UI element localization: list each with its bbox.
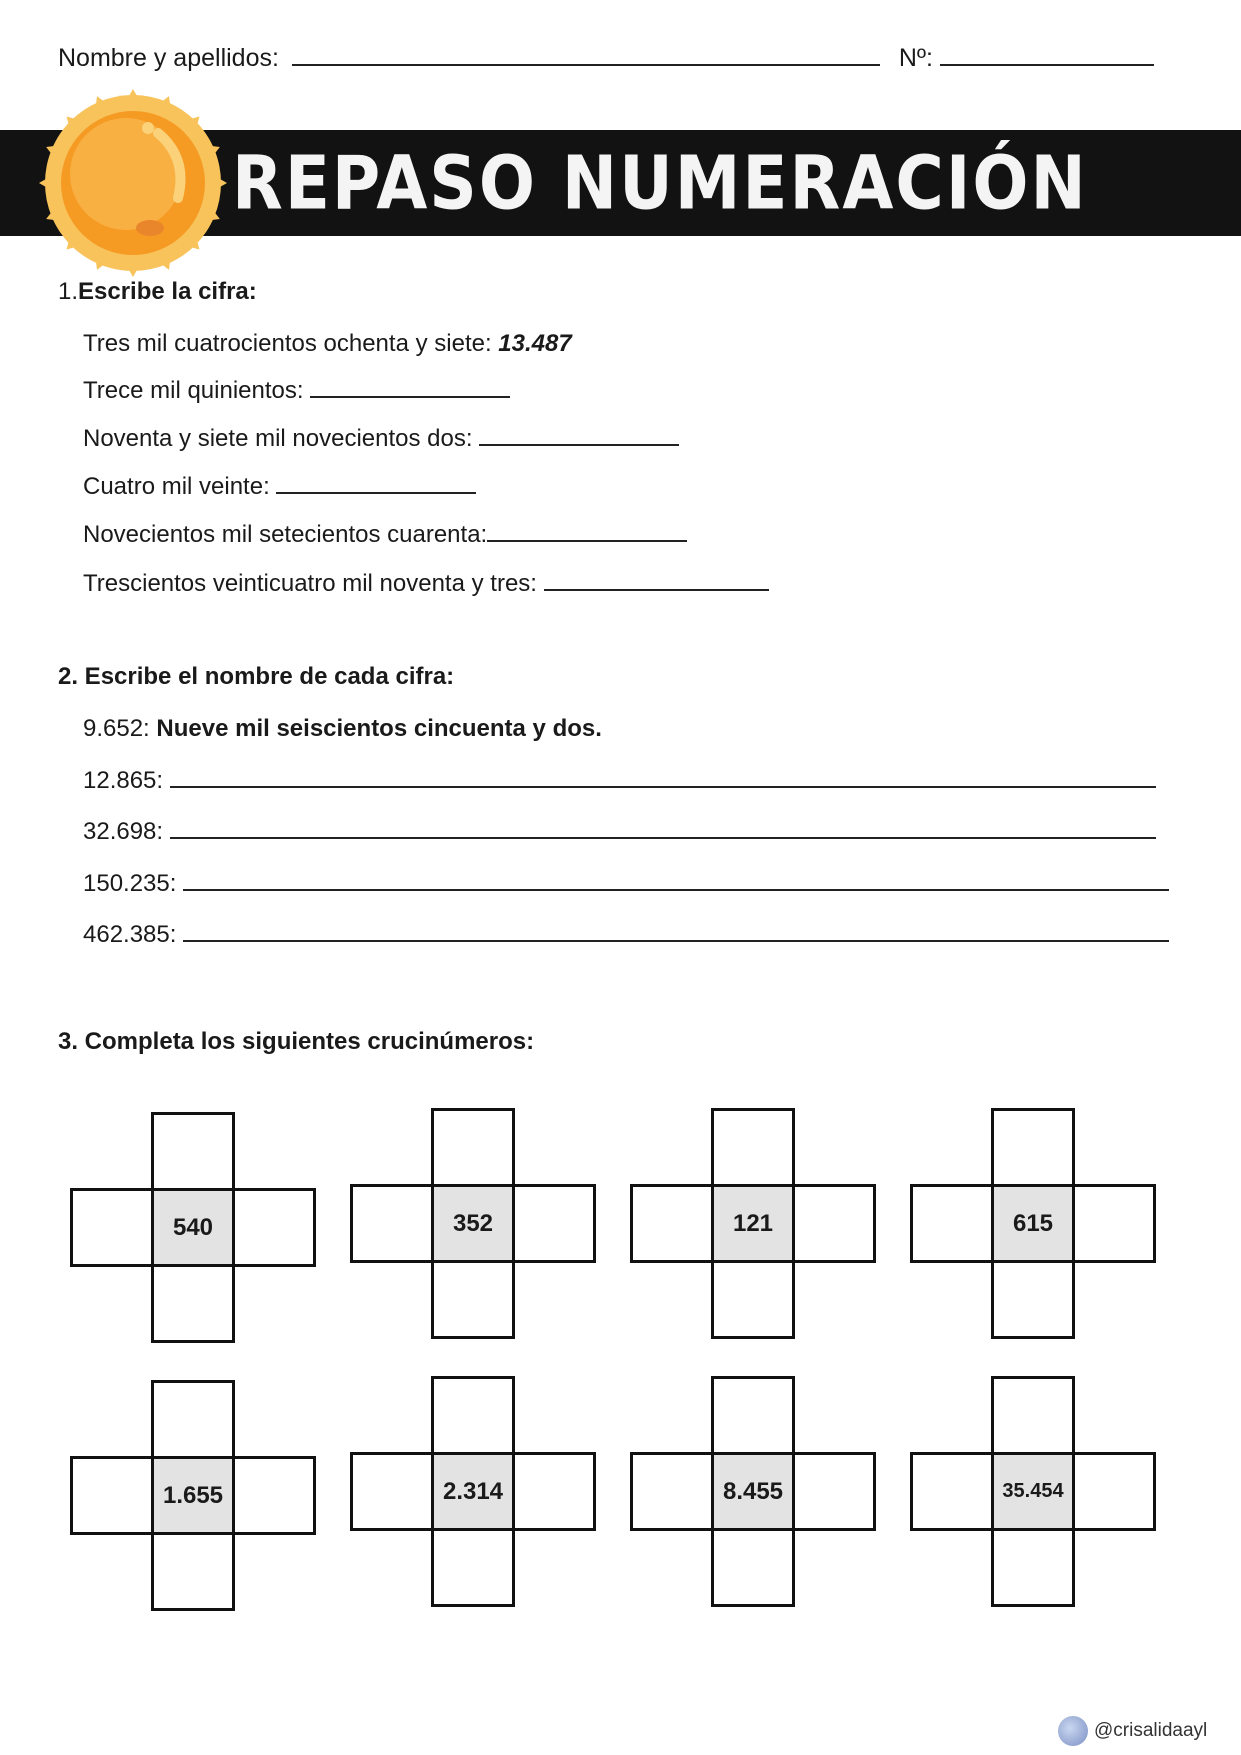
puzzle-cell[interactable]: [991, 1376, 1075, 1455]
crossnumber-puzzle: [910, 1108, 1156, 1339]
name-label: Nombre y apellidos:: [58, 44, 279, 72]
section1-item: [83, 424, 679, 453]
author-avatar-icon: [1058, 1716, 1088, 1746]
author-credit: [1058, 1716, 1207, 1746]
section1-example: [83, 330, 572, 358]
puzzle-cell[interactable]: [512, 1452, 596, 1531]
answer-field[interactable]: [183, 869, 1169, 891]
puzzle-cell[interactable]: [151, 1112, 235, 1191]
sun-icon: [38, 88, 228, 278]
answer-field[interactable]: [170, 766, 1156, 788]
section1-heading: [58, 278, 257, 306]
puzzle-cell[interactable]: [70, 1188, 154, 1267]
section2-item: [83, 817, 1156, 846]
puzzle-center-number: 121: [711, 1184, 795, 1263]
answer-field[interactable]: [276, 472, 476, 494]
crossnumber-puzzle: [350, 1108, 596, 1339]
crossnumber-puzzle: [70, 1380, 316, 1611]
puzzle-cell[interactable]: [711, 1376, 795, 1455]
section2-item: [83, 869, 1169, 898]
section1-item: [83, 472, 476, 501]
puzzle-center-number: 8.455: [711, 1452, 795, 1531]
crossnumber-puzzle: [630, 1108, 876, 1339]
puzzle-cell[interactable]: [232, 1188, 316, 1267]
puzzle-cell[interactable]: [711, 1528, 795, 1607]
example-answer: 13.487: [498, 330, 572, 357]
crossnumber-puzzle: [630, 1376, 876, 1607]
answer-field[interactable]: [479, 424, 679, 446]
puzzle-center-number: 352: [431, 1184, 515, 1263]
example-number: 9.652:: [83, 715, 150, 742]
puzzle-cell[interactable]: [431, 1528, 515, 1607]
puzzle-cell[interactable]: [630, 1452, 714, 1531]
section2-heading: 2. Escribe el nombre de cada cifra:: [58, 663, 455, 690]
puzzle-center-number: 615: [991, 1184, 1075, 1263]
puzzle-cell[interactable]: [350, 1184, 434, 1263]
puzzle-cell[interactable]: [910, 1452, 994, 1531]
answer-field[interactable]: [170, 817, 1156, 839]
section2-item: [83, 766, 1156, 795]
puzzle-cell[interactable]: [991, 1260, 1075, 1339]
answer-field[interactable]: [310, 376, 510, 398]
section1-item: [83, 569, 769, 598]
puzzle-center-number: 1.655: [151, 1456, 235, 1535]
answer-field[interactable]: [183, 920, 1169, 942]
crossnumber-puzzle: [70, 1112, 316, 1343]
item-label: 32.698:: [83, 818, 164, 845]
puzzle-cell[interactable]: [431, 1108, 515, 1187]
answer-field[interactable]: [487, 520, 687, 542]
crossnumber-puzzle: [910, 1376, 1156, 1607]
number-field[interactable]: [940, 44, 1154, 66]
puzzle-cell[interactable]: [431, 1376, 515, 1455]
credit-text: @crisalidaayl: [1094, 1720, 1208, 1741]
puzzle-cell[interactable]: [1072, 1184, 1156, 1263]
section2-item: [83, 920, 1169, 949]
puzzle-cell[interactable]: [711, 1108, 795, 1187]
name-field[interactable]: [292, 44, 880, 66]
puzzle-cell[interactable]: [991, 1528, 1075, 1607]
section1-number: 1.: [58, 278, 79, 305]
item-label: Trece mil quinientos:: [83, 377, 304, 404]
puzzle-center-number: 540: [151, 1188, 235, 1267]
number-label: Nº:: [898, 44, 933, 72]
example-answer: Nueve mil seiscientos cincuenta y dos.: [156, 715, 602, 742]
student-info-row: [58, 44, 1154, 73]
section1-item: [83, 520, 687, 549]
section1-item: [83, 376, 510, 405]
puzzle-center-number: 35.454: [991, 1452, 1075, 1531]
puzzle-cell[interactable]: [910, 1184, 994, 1263]
puzzle-cell[interactable]: [232, 1456, 316, 1535]
puzzle-cell[interactable]: [151, 1264, 235, 1343]
item-label: 12.865:: [83, 767, 164, 794]
puzzle-cell[interactable]: [151, 1380, 235, 1459]
puzzle-cell[interactable]: [991, 1108, 1075, 1187]
puzzle-center-number: 2.314: [431, 1452, 515, 1531]
example-text: Tres mil cuatrocientos ochenta y siete:: [83, 330, 492, 357]
puzzle-cell[interactable]: [512, 1184, 596, 1263]
puzzle-cell[interactable]: [431, 1260, 515, 1339]
item-label: Noventa y siete mil novecientos dos:: [83, 425, 473, 452]
puzzle-cell[interactable]: [711, 1260, 795, 1339]
item-label: Trescientos veinticuatro mil noventa y tres:: [83, 570, 537, 597]
crossnumber-puzzle: [350, 1376, 596, 1607]
item-label: Cuatro mil veinte:: [83, 473, 270, 500]
puzzle-cell[interactable]: [350, 1452, 434, 1531]
puzzle-cell[interactable]: [792, 1184, 876, 1263]
section2-example: [83, 715, 602, 743]
answer-field[interactable]: [544, 569, 769, 591]
puzzle-cell[interactable]: [792, 1452, 876, 1531]
section1-heading-text: Escribe la cifra:: [78, 278, 257, 305]
item-label: 462.385:: [83, 921, 177, 948]
puzzle-cell[interactable]: [70, 1456, 154, 1535]
puzzle-cell[interactable]: [151, 1532, 235, 1611]
puzzle-cell[interactable]: [630, 1184, 714, 1263]
item-label: 150.235:: [83, 870, 177, 897]
section3-heading: 3. Completa los siguientes crucinúmeros:: [58, 1028, 535, 1055]
page-title: REPASO NUMERACIÓN: [232, 140, 1088, 227]
item-label: Novecientos mil setecientos cuarenta:: [83, 521, 488, 548]
puzzle-cell[interactable]: [1072, 1452, 1156, 1531]
